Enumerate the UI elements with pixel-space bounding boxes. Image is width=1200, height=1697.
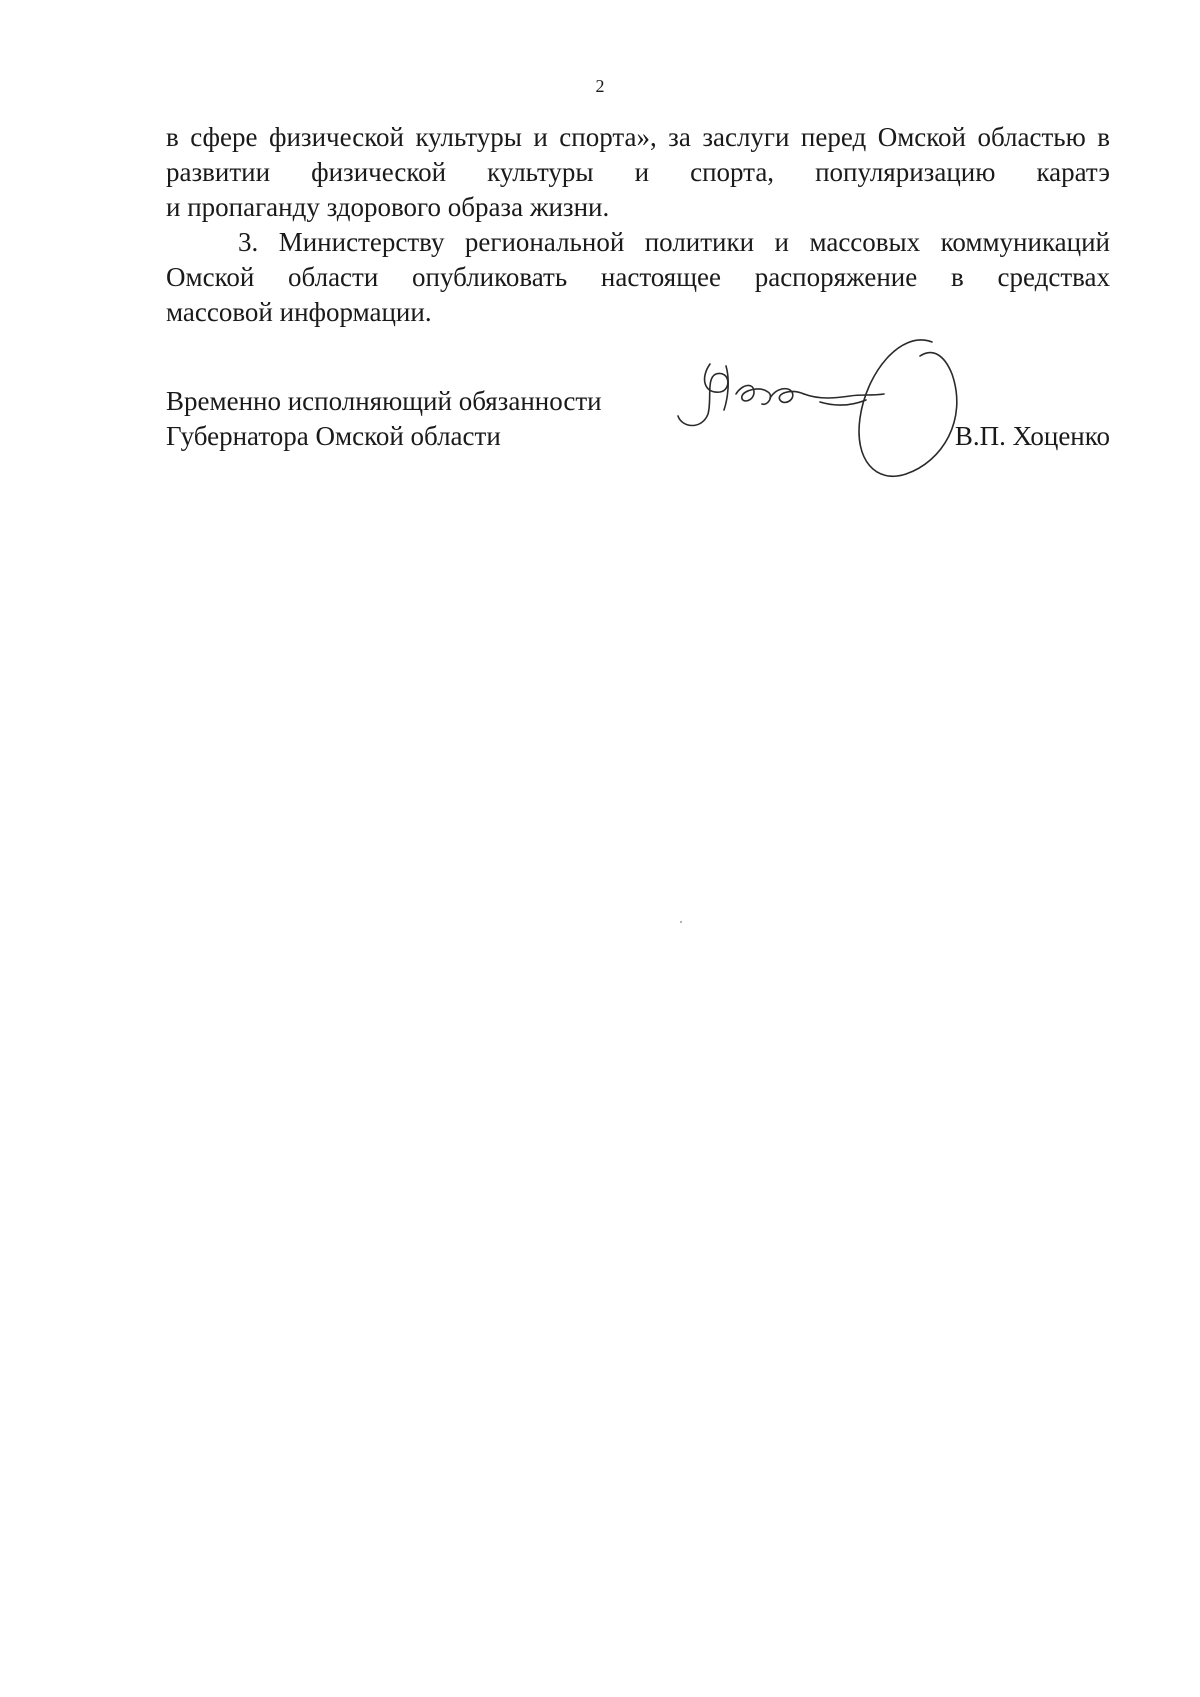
text-line: и пропаганду здорового образа жизни. bbox=[166, 192, 610, 222]
text-line: Омской области опубликовать настоящее распоряжение в средствах bbox=[166, 262, 1110, 292]
text-line: развитии физической культуры и спорта, популяризацию каратэ bbox=[166, 157, 1110, 187]
signer-position bbox=[166, 384, 602, 454]
scan-speck bbox=[680, 921, 682, 923]
paragraph-award-continuation bbox=[166, 120, 1110, 225]
text-line: в сфере физической культуры и спорта», за заслуги перед Омской областью в bbox=[166, 122, 1110, 152]
document-body bbox=[166, 120, 1110, 330]
signer-name: В.П. Хоценко bbox=[954, 421, 1110, 451]
signature-block bbox=[166, 384, 1110, 504]
signer-position-line: Временно исполняющий обязанности bbox=[166, 386, 602, 416]
signer-position-line: Губернатора Омской области bbox=[166, 421, 501, 451]
text-line: массовой информации. bbox=[166, 297, 432, 327]
paragraph-publication-order bbox=[166, 225, 1110, 330]
text-line: 3. Министерству региональной политики и массовых коммуникаций bbox=[238, 227, 1110, 257]
page-number: 2 bbox=[595, 76, 605, 96]
